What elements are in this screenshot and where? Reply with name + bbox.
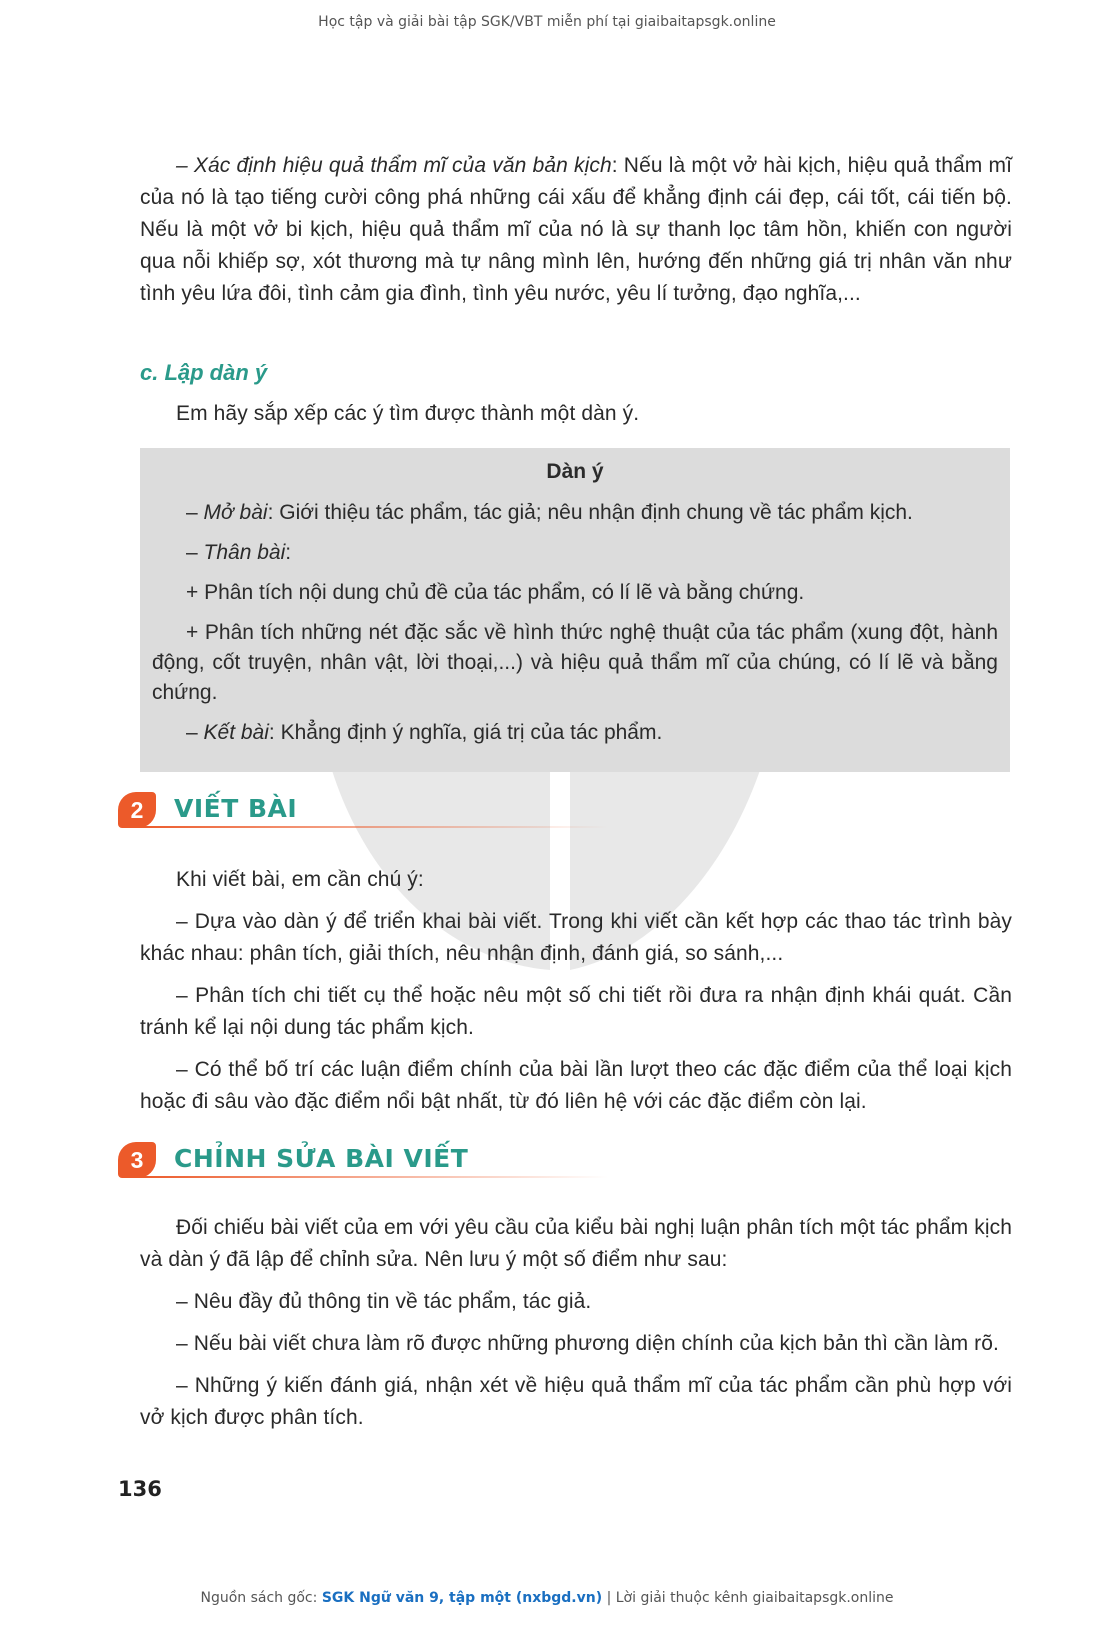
section-2-number: 2 xyxy=(118,792,156,828)
section-3-item: – Nếu bài viết chưa làm rõ được những phương diện chính của kịch bản thì cần làm rõ. xyxy=(176,1332,999,1355)
section-2-item: – Phân tích chi tiết cụ thể hoặc nêu một số chi tiết rồi đưa ra nhận định khái quát. Cần tránh kể lại nội dung tác phẩm kịch. xyxy=(140,984,1012,1039)
section-3-item: – Những ý kiến đánh giá, nhận xét về hiệu quả thẩm mĩ của tác phẩm cần phù hợp với vở kịch được phân tích. xyxy=(140,1374,1012,1429)
outline-than-bai-item-2: + Phân tích những nét đặc sắc về hình thức nghệ thuật của tác phẩm (xung đột, hành động, cốt truyện, nhân vật, lời thoại,...) và hiệu quả thẩm mĩ của chúng, có lí lẽ và bằng chứng. xyxy=(152,621,998,704)
section-2-item: – Có thể bố trí các luận điểm chính của bài lần lượt theo các đặc điểm của thể loại kịch hoặc đi sâu vào đặc điểm nổi bật nhất, từ đó liên hệ với các đặc điểm còn lại. xyxy=(140,1058,1012,1113)
section-3-body xyxy=(140,1212,1012,1434)
section-2-body xyxy=(140,864,1012,1118)
section-3-heading xyxy=(118,1140,498,1180)
section-2-rule xyxy=(138,826,608,828)
intro-text: : Nếu là một vở hài kịch, hiệu quả thẩm mĩ của nó là tạo tiếng cười công phá những cái xấu để khẳng định cái đẹp, cái tốt, cái tiến bộ. Nếu là một vở bi kịch, hiệu quả thẩm mĩ của nó là sự thanh lọc tâm hồn, khiến con người qua nỗi khiếp sợ, xót thương mà tự nâng mình lên, hướng đến những giá trị nhân văn như tình yêu lứa đôi, tình cảm gia đình, tình yêu nước, yêu lí tưởng, đạo nghĩa,... xyxy=(140,154,1013,305)
section-2-heading xyxy=(118,790,498,830)
footer-book-link[interactable]: SGK Ngữ văn 9, tập một (nxbgd.vn) xyxy=(321,1590,603,1606)
outline-than-bai: – Thân bài: xyxy=(186,541,292,564)
section-3-number: 3 xyxy=(118,1142,156,1178)
section-3-title: CHỈNH SỬA BÀI VIẾT xyxy=(174,1144,469,1173)
section-2-intro: Khi viết bài, em cần chú ý: xyxy=(176,868,424,891)
section-3-rule xyxy=(138,1176,608,1178)
outline-title: Dàn ý xyxy=(546,460,604,483)
intro-lead: – Xác định hiệu quả thẩm mĩ của văn bản kịch xyxy=(176,154,612,177)
section-3-intro: Đối chiếu bài viết của em với yêu cầu của kiểu bài nghị luận phân tích một tác phẩm kịch và dàn ý đã lập để chỉnh sửa. Nên lưu ý một số điểm như sau: xyxy=(140,1216,1012,1271)
section-2-item: – Dựa vào dàn ý để triển khai bài viết. Trong khi viết cần kết hợp các thao tác trình bày khác nhau: phân tích, giải thích, nêu nhận định, đánh giá, so sánh,... xyxy=(140,910,1012,965)
outline-mo-bai: – Mở bài: Giới thiệu tác phẩm, tác giả; nêu nhận định chung về tác phẩm kịch. xyxy=(186,501,913,524)
outline-than-bai-item-1: + Phân tích nội dung chủ đề của tác phẩm, có lí lẽ và bằng chứng. xyxy=(186,581,805,604)
page-number: 136 xyxy=(118,1477,162,1501)
section-3-item: – Nêu đầy đủ thông tin về tác phẩm, tác giả. xyxy=(176,1290,592,1313)
section-2-title: VIẾT BÀI xyxy=(174,794,298,823)
outline-ket-bai: – Kết bài: Khẳng định ý nghĩa, giá trị của tác phẩm. xyxy=(186,721,663,744)
outline-box xyxy=(140,448,1010,772)
header-note: Học tập và giải bài tập SGK/VBT miễn phí tại giaibaitapsgk.online xyxy=(318,14,776,30)
subheading-outline: c. Lập dàn ý xyxy=(140,360,268,385)
intro-paragraph xyxy=(140,150,1012,310)
instruction: Em hãy sắp xếp các ý tìm được thành một dàn ý. xyxy=(176,402,640,425)
footer-note: Nguồn sách gốc: SGK Ngữ văn 9, tập một (nxbgd.vn) | Lời giải thuộc kênh giaibaitapsgk.online xyxy=(200,1590,894,1606)
